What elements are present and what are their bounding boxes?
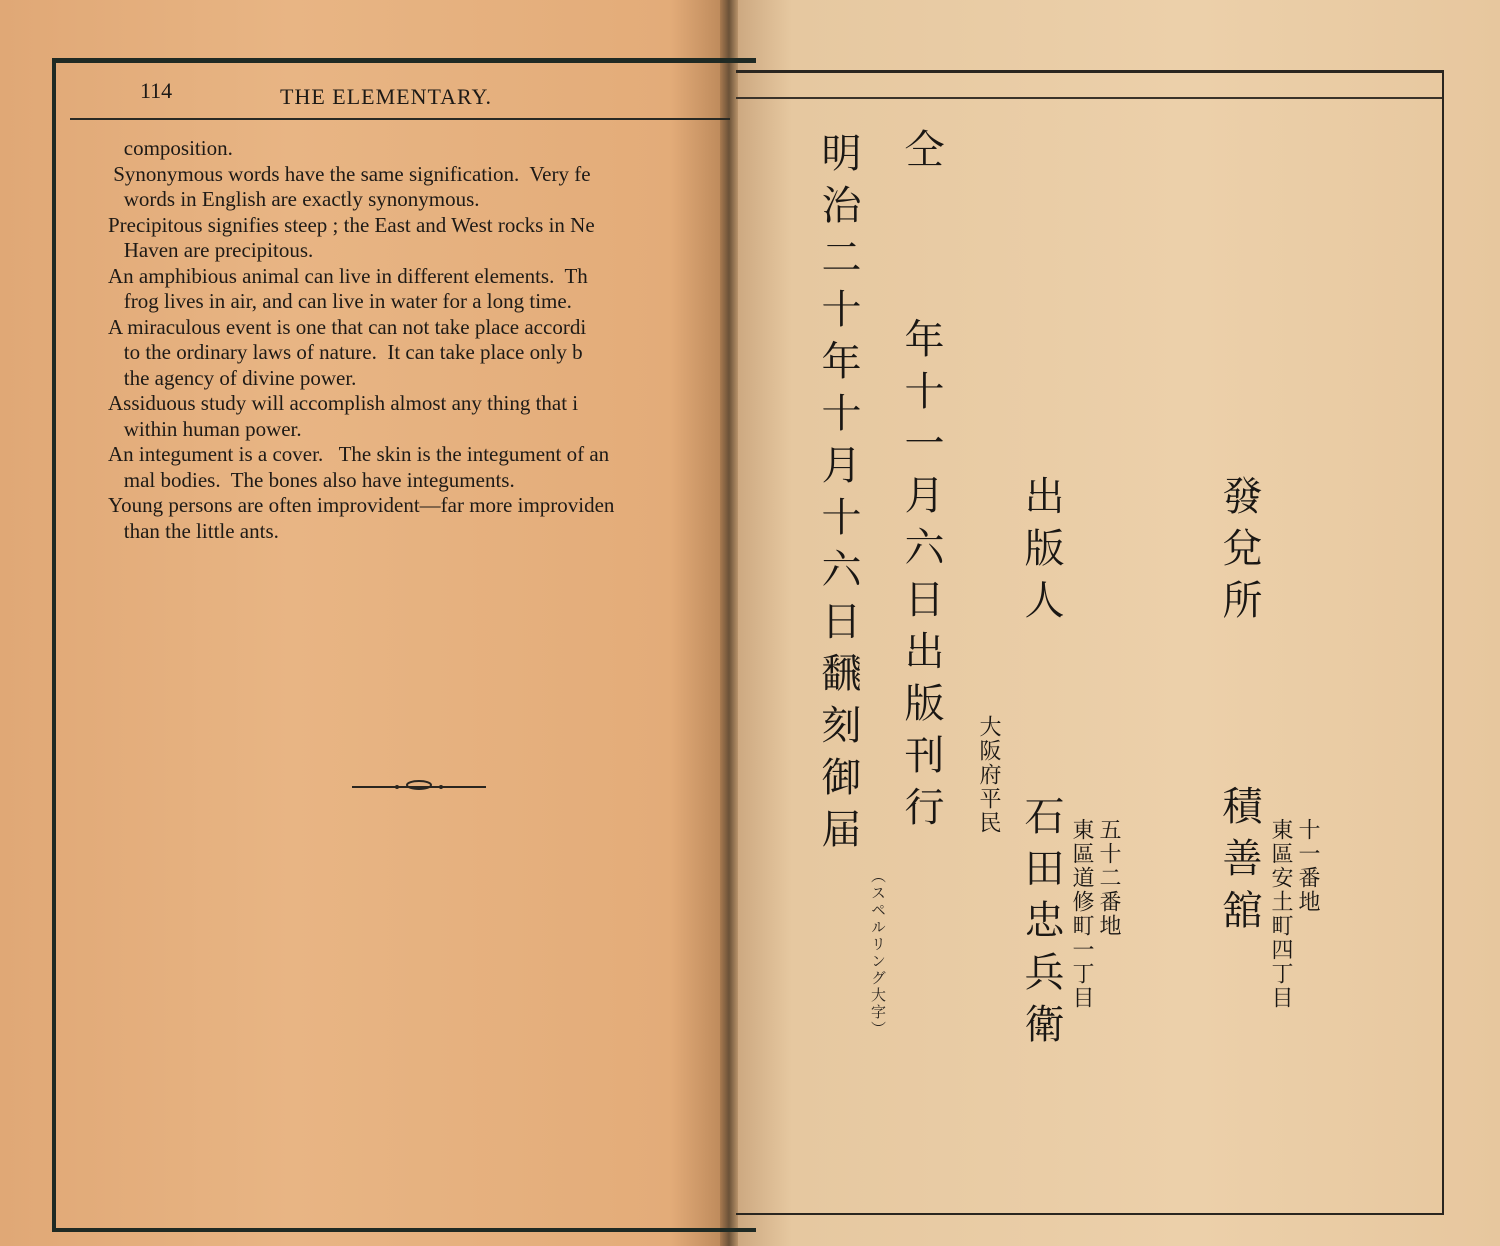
publisher-origin: 大阪府平民 <box>976 715 1001 835</box>
seller-address-number: 十一番地 <box>1295 818 1320 914</box>
running-head: THE ELEMENTARY. <box>280 84 493 109</box>
text-line: An integument is a cover. The skin is the integument of an <box>108 442 610 466</box>
text-line: the agency of divine power. <box>108 365 357 390</box>
text-line: mal bodies. The bones also have integuments. <box>108 467 515 492</box>
text-line: words in English are exactly synonymous. <box>108 187 480 211</box>
ditto-mark: 仝 <box>898 128 944 180</box>
ornament-divider <box>352 776 486 796</box>
text-line: A miraculous event is one that can not take place accordi <box>108 314 587 339</box>
publisher-address-number: 五十二番地 <box>1096 818 1121 938</box>
registration-date: 明治二十年十月十六日飜刻御届 <box>815 132 861 860</box>
seller-role: 發兌所 <box>1216 475 1262 631</box>
text-line: Precipitous signifies steep ; the East and West rocks in Ne <box>108 212 595 237</box>
header-rule <box>70 118 730 120</box>
text-line: within human power. <box>108 416 302 441</box>
page-number: 114 <box>140 78 173 103</box>
edition-note: （スペルリング大字） <box>869 868 887 1038</box>
publication-date: 年十一月六日出版刊行 <box>898 318 944 838</box>
seller-name: 積善舘 <box>1216 785 1262 941</box>
text-line: Assiduous study will accomplish almost any thing that i <box>108 391 579 415</box>
text-line: Haven are precipitous. <box>108 238 314 262</box>
text-line: than the little ants. <box>108 518 279 543</box>
text-line: frog lives in air, and can live in water for a long time. <box>108 289 572 313</box>
text-line: to the ordinary laws of nature. It can take place only b <box>108 340 583 364</box>
publisher-address-street: 東區道修町一丁目 <box>1069 818 1094 1010</box>
text-line: composition. <box>108 136 233 160</box>
text-line: Young persons are often improvident—far more improviden <box>108 493 615 517</box>
colophon-header-rule <box>736 97 1442 99</box>
publisher-name: 石田忠兵衛 <box>1018 795 1064 1055</box>
seller-address-street: 東區安土町四丁目 <box>1268 818 1293 1010</box>
text-line: Synonymous words have the same signification. Very fe <box>108 161 591 186</box>
body-text <box>108 136 730 544</box>
publisher-role: 出版人 <box>1018 475 1064 631</box>
text-line: An amphibious animal can live in different elements. Th <box>108 263 588 288</box>
